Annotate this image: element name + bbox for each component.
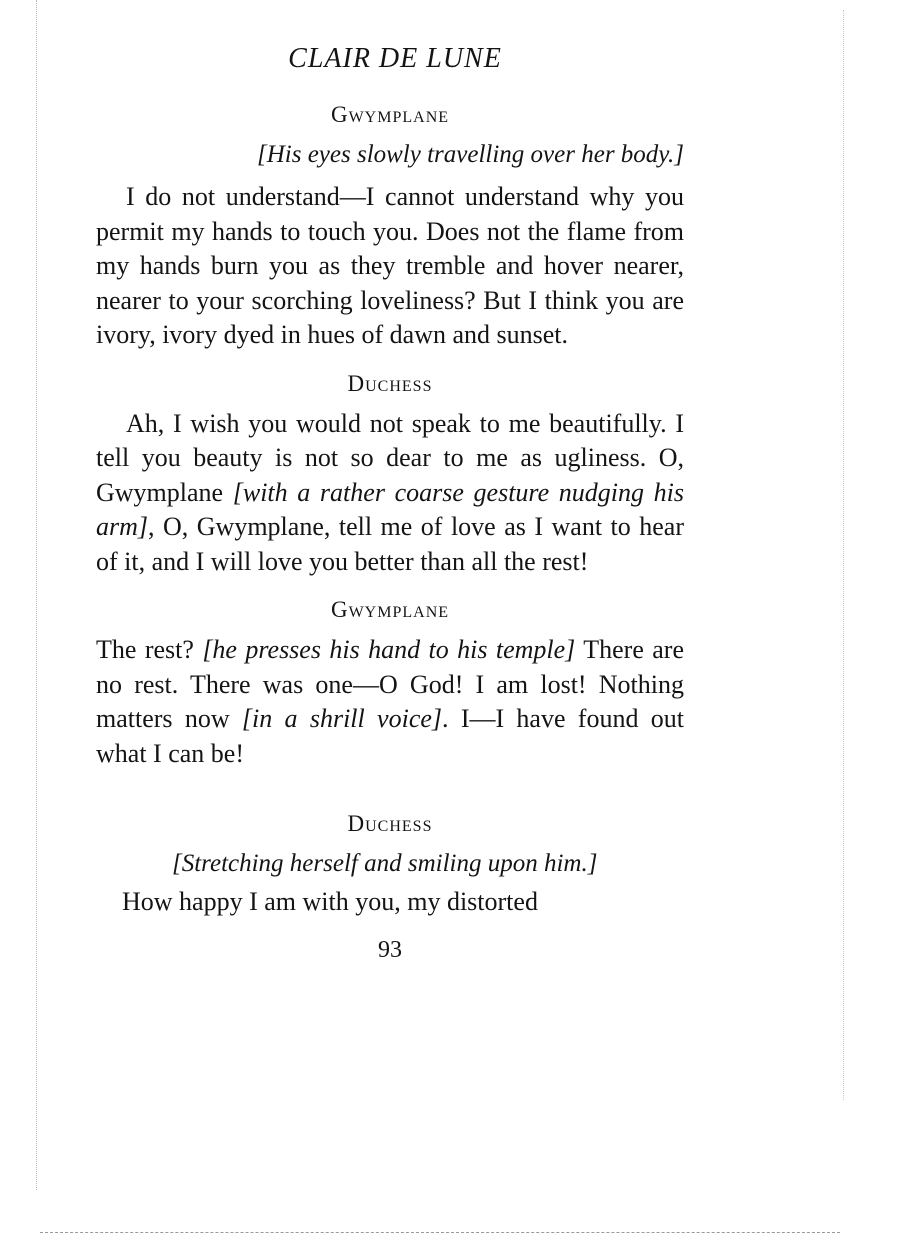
- scan-edge-right: [843, 10, 844, 1100]
- speaker-gwymplane: Gwymplane: [330, 597, 450, 622]
- scan-edge-left: [36, 0, 37, 1190]
- inline-stage-direction: [he presses his hand to his temple]: [202, 635, 576, 664]
- page-number: 93: [378, 936, 402, 963]
- speaker-duchess: Duchess: [347, 370, 433, 396]
- speech-text: There are no rest. There was one—O God! I am lost! Nothing matters now: [96, 635, 685, 733]
- stage-direction: [His eyes slowly travelling over her body.]: [256, 141, 684, 168]
- speech-paragraph: How happy I am with you, my distorted: [122, 887, 538, 916]
- running-head: CLAIR DE LUNE: [288, 43, 502, 74]
- spacer: [96, 785, 684, 807]
- speaker-gwymplane: Gwymplane: [330, 102, 450, 127]
- speech-paragraph: [96, 633, 684, 771]
- speech-text: , O, Gwymplane, tell me of love as I want to hear of it, and I will love you better than all the rest!: [96, 512, 684, 576]
- speech-text: . I—I have found out what I can be!: [96, 704, 684, 768]
- inline-stage-direction: [with a rather coarse gesture nudging his arm]: [96, 477, 684, 541]
- speech-text: The rest?: [96, 635, 203, 664]
- speaker-duchess: Duchess: [347, 811, 433, 836]
- speech-paragraph: I do not understand—I cannot understand why you permit my hands to touch you. Does not the flame from my hands burn you as they tremble and hover nearer, nearer to your scorching loveliness? But I think you are ivory, ivory dyed in hues of dawn and sunset.: [96, 182, 684, 349]
- scan-edge-bottom: [40, 1232, 840, 1233]
- speech-paragraph: [96, 407, 684, 580]
- stage-direction: [Stretching herself and smiling upon him.]: [172, 850, 598, 877]
- speech-text: Ah, I wish you would not speak to me beautifully. I tell you beauty is not so dear to me as ugliness. O, Gwymplane: [96, 408, 684, 507]
- inline-stage-direction: [in a shrill voice]: [241, 704, 443, 733]
- book-page: [96, 38, 684, 966]
